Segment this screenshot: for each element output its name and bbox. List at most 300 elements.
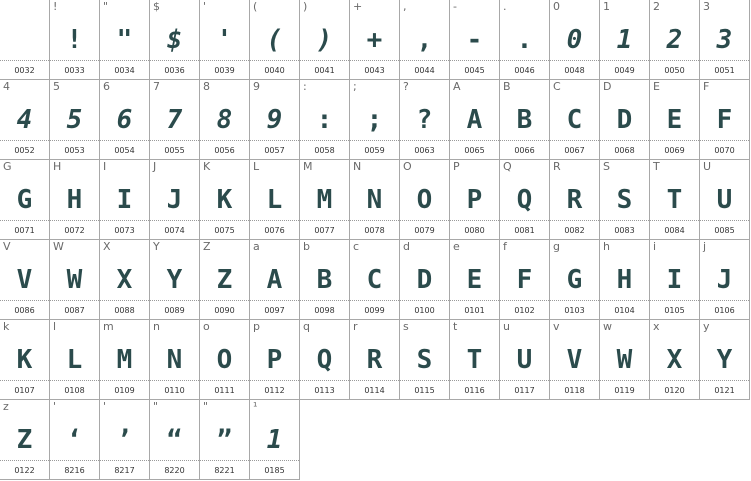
cell-glyph: $ bbox=[166, 25, 183, 55]
cell-glyph: + bbox=[366, 25, 383, 55]
cell-glyph: H bbox=[66, 185, 83, 215]
cell-glyph: ? bbox=[416, 105, 433, 135]
cell-char-label: T bbox=[653, 160, 660, 173]
dotted-baseline bbox=[300, 60, 349, 61]
cell-char-code: 0115 bbox=[414, 386, 435, 395]
glyph-cell bbox=[100, 160, 150, 240]
cell-glyph bbox=[0, 22, 49, 58]
cell-glyph: T bbox=[466, 345, 483, 375]
cell-char-code: 0045 bbox=[464, 66, 485, 75]
cell-char-label: d bbox=[403, 240, 410, 253]
glyph-cell bbox=[450, 0, 500, 80]
glyph-cell bbox=[300, 160, 350, 240]
dotted-baseline bbox=[150, 220, 199, 221]
cell-char-label: I bbox=[103, 160, 107, 173]
dotted-baseline bbox=[50, 300, 99, 301]
cell-char-code: 0052 bbox=[14, 146, 35, 155]
cell-char-label: H bbox=[53, 160, 62, 173]
cell-char-label: Y bbox=[153, 240, 160, 253]
glyph-cell bbox=[150, 0, 200, 80]
dotted-baseline bbox=[50, 380, 99, 381]
dotted-baseline bbox=[0, 300, 49, 301]
glyph-cell bbox=[650, 160, 700, 240]
cell-char-code: 0083 bbox=[614, 226, 635, 235]
dotted-baseline bbox=[600, 140, 649, 141]
cell-char-code: 0086 bbox=[14, 306, 35, 315]
glyph-cell bbox=[100, 80, 150, 160]
cell-char-code: 0119 bbox=[614, 386, 635, 395]
glyph-cell bbox=[400, 80, 450, 160]
cell-char-code: 0050 bbox=[664, 66, 685, 75]
cell-char-code: 0032 bbox=[14, 66, 35, 75]
dotted-baseline bbox=[500, 140, 549, 141]
cell-glyph: A bbox=[266, 265, 283, 295]
cell-glyph: 2 bbox=[666, 25, 683, 55]
cell-char-code: 0117 bbox=[514, 386, 535, 395]
glyph-cell bbox=[100, 0, 150, 80]
dotted-baseline bbox=[200, 460, 249, 461]
cell-char-code: 0107 bbox=[14, 386, 35, 395]
cell-glyph: M bbox=[116, 345, 133, 375]
cell-char-code: 0054 bbox=[114, 146, 135, 155]
cell-char-label: X bbox=[103, 240, 111, 253]
cell-glyph: ! bbox=[66, 25, 83, 55]
dotted-baseline bbox=[450, 380, 499, 381]
dotted-baseline bbox=[700, 300, 749, 301]
dotted-baseline bbox=[300, 220, 349, 221]
dotted-baseline bbox=[450, 220, 499, 221]
cell-glyph: A bbox=[466, 105, 483, 135]
cell-char-code: 0104 bbox=[614, 306, 635, 315]
cell-glyph: ' bbox=[216, 25, 233, 55]
cell-char-label: g bbox=[553, 240, 560, 253]
cell-char-label: G bbox=[3, 160, 12, 173]
glyph-cell bbox=[50, 0, 100, 80]
cell-char-label: q bbox=[303, 320, 310, 333]
cell-char-label: c bbox=[353, 240, 360, 253]
cell-char-code: 0185 bbox=[264, 466, 285, 475]
cell-char-code: 0116 bbox=[464, 386, 485, 395]
cell-glyph: ( bbox=[266, 25, 283, 55]
cell-char-code: 0077 bbox=[314, 226, 335, 235]
cell-char-label: j bbox=[703, 240, 707, 253]
cell-glyph: P bbox=[466, 185, 483, 215]
cell-glyph: 3 bbox=[716, 25, 733, 55]
cell-char-code: 0069 bbox=[664, 146, 685, 155]
cell-glyph: C bbox=[366, 265, 383, 295]
dotted-baseline bbox=[250, 380, 299, 381]
cell-glyph: C bbox=[566, 105, 583, 135]
glyph-cell bbox=[500, 320, 550, 400]
cell-glyph: Q bbox=[316, 345, 333, 375]
cell-char-label: R bbox=[553, 160, 561, 173]
glyph-cell bbox=[500, 240, 550, 320]
cell-glyph: “ bbox=[166, 425, 183, 455]
cell-char-label: " bbox=[153, 400, 159, 413]
cell-char-code: 0088 bbox=[114, 306, 135, 315]
cell-char-label: D bbox=[603, 80, 612, 93]
dotted-baseline bbox=[500, 300, 549, 301]
cell-char-code: 0098 bbox=[314, 306, 335, 315]
dotted-baseline bbox=[250, 140, 299, 141]
cell-glyph: M bbox=[316, 185, 333, 215]
dotted-baseline bbox=[200, 380, 249, 381]
cell-glyph: N bbox=[366, 185, 383, 215]
glyph-cell bbox=[400, 0, 450, 80]
glyph-cell bbox=[250, 320, 300, 400]
glyph-cell bbox=[50, 240, 100, 320]
glyph-cell bbox=[50, 320, 100, 400]
glyph-cell bbox=[400, 320, 450, 400]
cell-char-label: B bbox=[503, 80, 511, 93]
cell-glyph: V bbox=[16, 265, 33, 295]
cell-char-label: t bbox=[453, 320, 458, 333]
cell-char-label: r bbox=[353, 320, 358, 333]
dotted-baseline bbox=[400, 220, 449, 221]
glyph-cell bbox=[650, 80, 700, 160]
cell-glyph: Y bbox=[166, 265, 183, 295]
cell-char-label: ' bbox=[53, 400, 57, 413]
cell-glyph: : bbox=[316, 105, 333, 135]
cell-char-code: 0111 bbox=[214, 386, 235, 395]
glyph-cell bbox=[500, 0, 550, 80]
glyph-cell bbox=[450, 320, 500, 400]
dotted-baseline bbox=[550, 140, 599, 141]
cell-char-label: p bbox=[253, 320, 260, 333]
cell-char-label: 3 bbox=[703, 0, 710, 13]
glyph-cell bbox=[100, 240, 150, 320]
cell-char-label: h bbox=[603, 240, 610, 253]
glyph-cell bbox=[550, 0, 600, 80]
glyph-cell bbox=[150, 400, 200, 480]
cell-glyph: Z bbox=[16, 425, 33, 455]
cell-char-label: a bbox=[253, 240, 260, 253]
cell-char-label: O bbox=[403, 160, 412, 173]
cell-glyph: G bbox=[566, 265, 583, 295]
dotted-baseline bbox=[150, 300, 199, 301]
dotted-baseline bbox=[650, 140, 699, 141]
glyph-cell bbox=[250, 160, 300, 240]
dotted-baseline bbox=[350, 300, 399, 301]
glyph-cell bbox=[150, 160, 200, 240]
dotted-baseline bbox=[50, 220, 99, 221]
glyph-cell bbox=[600, 80, 650, 160]
cell-char-label: ( bbox=[253, 0, 258, 13]
dotted-baseline bbox=[400, 60, 449, 61]
dotted-baseline bbox=[500, 60, 549, 61]
cell-char-label: S bbox=[603, 160, 610, 173]
cell-char-label: ) bbox=[303, 0, 308, 13]
cell-char-label: 5 bbox=[53, 80, 60, 93]
cell-char-label: m bbox=[103, 320, 114, 333]
cell-glyph: I bbox=[666, 265, 683, 295]
dotted-baseline bbox=[550, 220, 599, 221]
dotted-baseline bbox=[100, 460, 149, 461]
glyph-cell bbox=[250, 240, 300, 320]
cell-char-label: n bbox=[153, 320, 160, 333]
cell-glyph: 8 bbox=[216, 105, 233, 135]
cell-char-code: 0103 bbox=[564, 306, 585, 315]
cell-glyph: F bbox=[716, 105, 733, 135]
cell-char-code: 0036 bbox=[164, 66, 185, 75]
cell-char-code: 0099 bbox=[364, 306, 385, 315]
cell-char-label: W bbox=[53, 240, 64, 253]
cell-char-code: 0090 bbox=[214, 306, 235, 315]
glyph-cell bbox=[500, 80, 550, 160]
cell-char-code: 0122 bbox=[14, 466, 35, 475]
cell-char-code: 0105 bbox=[664, 306, 685, 315]
cell-char-code: 0097 bbox=[264, 306, 285, 315]
cell-char-label: o bbox=[203, 320, 210, 333]
dotted-baseline bbox=[450, 60, 499, 61]
glyph-cell bbox=[200, 80, 250, 160]
cell-char-code: 0101 bbox=[464, 306, 485, 315]
cell-char-code: 0089 bbox=[164, 306, 185, 315]
glyph-cell bbox=[0, 80, 50, 160]
cell-glyph: J bbox=[166, 185, 183, 215]
cell-char-label: Q bbox=[503, 160, 512, 173]
cell-char-label: F bbox=[703, 80, 710, 93]
dotted-baseline bbox=[550, 300, 599, 301]
glyph-cell bbox=[400, 240, 450, 320]
dotted-baseline bbox=[150, 140, 199, 141]
cell-char-code: 0102 bbox=[514, 306, 535, 315]
cell-char-code: 0121 bbox=[714, 386, 735, 395]
cell-char-label: J bbox=[153, 160, 157, 173]
cell-glyph: T bbox=[666, 185, 683, 215]
cell-glyph: ; bbox=[366, 105, 383, 135]
cell-glyph: " bbox=[116, 25, 133, 55]
cell-char-code: 0057 bbox=[264, 146, 285, 155]
cell-char-label: K bbox=[203, 160, 211, 173]
cell-glyph: B bbox=[516, 105, 533, 135]
cell-char-label: P bbox=[453, 160, 460, 173]
cell-char-label: k bbox=[3, 320, 10, 333]
dotted-baseline bbox=[100, 300, 149, 301]
glyph-cell bbox=[250, 80, 300, 160]
cell-char-label: L bbox=[253, 160, 260, 173]
dotted-baseline bbox=[550, 380, 599, 381]
cell-char-code: 0072 bbox=[64, 226, 85, 235]
cell-char-code: 0071 bbox=[14, 226, 35, 235]
glyph-cell bbox=[100, 400, 150, 480]
glyph-cell bbox=[100, 320, 150, 400]
cell-glyph: R bbox=[366, 345, 383, 375]
glyph-cell bbox=[600, 0, 650, 80]
cell-char-code: 8216 bbox=[64, 466, 85, 475]
dotted-baseline bbox=[650, 220, 699, 221]
glyph-cell bbox=[600, 160, 650, 240]
cell-char-code: 0040 bbox=[264, 66, 285, 75]
dotted-baseline bbox=[200, 140, 249, 141]
dotted-baseline bbox=[400, 380, 449, 381]
dotted-baseline bbox=[300, 140, 349, 141]
cell-char-code: 0120 bbox=[664, 386, 685, 395]
cell-char-code: 0114 bbox=[364, 386, 385, 395]
dotted-baseline bbox=[250, 60, 299, 61]
dotted-baseline bbox=[700, 140, 749, 141]
cell-char-label: 2 bbox=[653, 0, 660, 13]
cell-char-label: u bbox=[503, 320, 510, 333]
cell-char-label: C bbox=[553, 80, 561, 93]
cell-char-label: . bbox=[503, 0, 507, 13]
dotted-baseline bbox=[650, 300, 699, 301]
cell-char-label: w bbox=[603, 320, 612, 333]
cell-glyph: X bbox=[666, 345, 683, 375]
dotted-baseline bbox=[550, 60, 599, 61]
cell-glyph: G bbox=[16, 185, 33, 215]
dotted-baseline bbox=[250, 460, 299, 461]
cell-char-label: - bbox=[453, 0, 457, 13]
glyph-cell bbox=[50, 160, 100, 240]
cell-glyph: 4 bbox=[16, 105, 33, 135]
dotted-baseline bbox=[350, 140, 399, 141]
glyph-cell bbox=[0, 160, 50, 240]
cell-char-label: ? bbox=[403, 80, 409, 93]
cell-char-code: 0039 bbox=[214, 66, 235, 75]
cell-char-code: 0073 bbox=[114, 226, 135, 235]
glyph-cell bbox=[0, 0, 50, 80]
dotted-baseline bbox=[500, 220, 549, 221]
glyph-cell bbox=[50, 400, 100, 480]
glyph-cell bbox=[550, 160, 600, 240]
dotted-baseline bbox=[50, 460, 99, 461]
cell-char-label: y bbox=[703, 320, 710, 333]
dotted-baseline bbox=[200, 220, 249, 221]
dotted-baseline bbox=[400, 140, 449, 141]
cell-char-label: b bbox=[303, 240, 310, 253]
cell-char-code: 0065 bbox=[464, 146, 485, 155]
glyph-cell bbox=[650, 0, 700, 80]
glyph-cell bbox=[150, 80, 200, 160]
cell-glyph: S bbox=[616, 185, 633, 215]
cell-char-label: 0 bbox=[553, 0, 560, 13]
cell-char-label: $ bbox=[153, 0, 160, 13]
cell-char-label: " bbox=[103, 0, 109, 13]
cell-glyph: E bbox=[466, 265, 483, 295]
cell-glyph: ‘ bbox=[66, 425, 83, 455]
dotted-baseline bbox=[600, 300, 649, 301]
cell-char-code: 0070 bbox=[714, 146, 735, 155]
glyph-cell bbox=[250, 400, 300, 480]
dotted-baseline bbox=[0, 380, 49, 381]
cell-char-label: " bbox=[203, 400, 209, 413]
cell-char-label: ; bbox=[353, 80, 357, 93]
cell-char-label: v bbox=[553, 320, 560, 333]
glyph-cell bbox=[700, 0, 750, 80]
glyph-cell bbox=[500, 160, 550, 240]
cell-char-label: 8 bbox=[203, 80, 210, 93]
cell-glyph: J bbox=[716, 265, 733, 295]
glyph-cell bbox=[300, 80, 350, 160]
cell-char-label: U bbox=[703, 160, 712, 173]
cell-char-code: 0068 bbox=[614, 146, 635, 155]
cell-glyph: V bbox=[566, 345, 583, 375]
dotted-baseline bbox=[300, 300, 349, 301]
cell-char-label: x bbox=[653, 320, 660, 333]
cell-glyph: H bbox=[616, 265, 633, 295]
cell-glyph: E bbox=[666, 105, 683, 135]
cell-char-code: 0063 bbox=[414, 146, 435, 155]
cell-char-code: 0118 bbox=[564, 386, 585, 395]
cell-char-label: 1 bbox=[603, 0, 610, 13]
cell-char-code: 0048 bbox=[564, 66, 585, 75]
glyph-cell bbox=[150, 320, 200, 400]
cell-char-label: 4 bbox=[3, 80, 10, 93]
glyph-cell bbox=[550, 320, 600, 400]
cell-char-code: 8220 bbox=[164, 466, 185, 475]
cell-char-code: 0113 bbox=[314, 386, 335, 395]
glyph-cell bbox=[150, 240, 200, 320]
cell-char-label: N bbox=[353, 160, 362, 173]
glyph-cell bbox=[250, 0, 300, 80]
dotted-baseline bbox=[250, 300, 299, 301]
cell-char-code: 0106 bbox=[714, 306, 735, 315]
cell-char-label: z bbox=[3, 400, 9, 413]
cell-glyph: F bbox=[516, 265, 533, 295]
cell-char-code: 0058 bbox=[314, 146, 335, 155]
dotted-baseline bbox=[600, 220, 649, 221]
cell-char-label: 7 bbox=[153, 80, 160, 93]
cell-glyph: 6 bbox=[116, 105, 133, 135]
dotted-baseline bbox=[450, 300, 499, 301]
dotted-baseline bbox=[150, 380, 199, 381]
dotted-baseline bbox=[600, 60, 649, 61]
glyph-cell bbox=[600, 240, 650, 320]
cell-glyph: R bbox=[566, 185, 583, 215]
glyph-cell bbox=[200, 0, 250, 80]
dotted-baseline bbox=[0, 220, 49, 221]
cell-char-code: 0081 bbox=[514, 226, 535, 235]
dotted-baseline bbox=[50, 60, 99, 61]
cell-glyph: D bbox=[616, 105, 633, 135]
dotted-baseline bbox=[50, 140, 99, 141]
glyph-cell bbox=[550, 80, 600, 160]
cell-char-code: 0066 bbox=[514, 146, 535, 155]
glyph-cell bbox=[550, 240, 600, 320]
glyph-cell bbox=[450, 240, 500, 320]
dotted-baseline bbox=[0, 140, 49, 141]
cell-glyph: - bbox=[466, 25, 483, 55]
dotted-baseline bbox=[350, 380, 399, 381]
cell-glyph: P bbox=[266, 345, 283, 375]
cell-char-label: i bbox=[653, 240, 657, 253]
glyph-cell bbox=[700, 320, 750, 400]
glyph-cell bbox=[450, 160, 500, 240]
glyph-cell bbox=[350, 240, 400, 320]
cell-glyph: 0 bbox=[566, 25, 583, 55]
cell-glyph: S bbox=[416, 345, 433, 375]
cell-char-code: 0055 bbox=[164, 146, 185, 155]
cell-char-code: 8221 bbox=[214, 466, 235, 475]
cell-char-code: 0109 bbox=[114, 386, 135, 395]
cell-glyph: ) bbox=[316, 25, 333, 55]
dotted-baseline bbox=[350, 60, 399, 61]
cell-char-code: 0034 bbox=[114, 66, 135, 75]
cell-char-code: 0059 bbox=[364, 146, 385, 155]
cell-glyph: ” bbox=[216, 425, 233, 455]
cell-char-label: + bbox=[353, 0, 363, 13]
cell-glyph: ’ bbox=[116, 425, 133, 455]
cell-char-code: 0056 bbox=[214, 146, 235, 155]
cell-char-code: 0051 bbox=[714, 66, 735, 75]
cell-char-label: s bbox=[403, 320, 409, 333]
cell-char-label: e bbox=[453, 240, 460, 253]
cell-char-code: 0078 bbox=[364, 226, 385, 235]
cell-char-code: 0046 bbox=[514, 66, 535, 75]
cell-char-label: ' bbox=[203, 0, 207, 13]
cell-char-code: 0076 bbox=[264, 226, 285, 235]
